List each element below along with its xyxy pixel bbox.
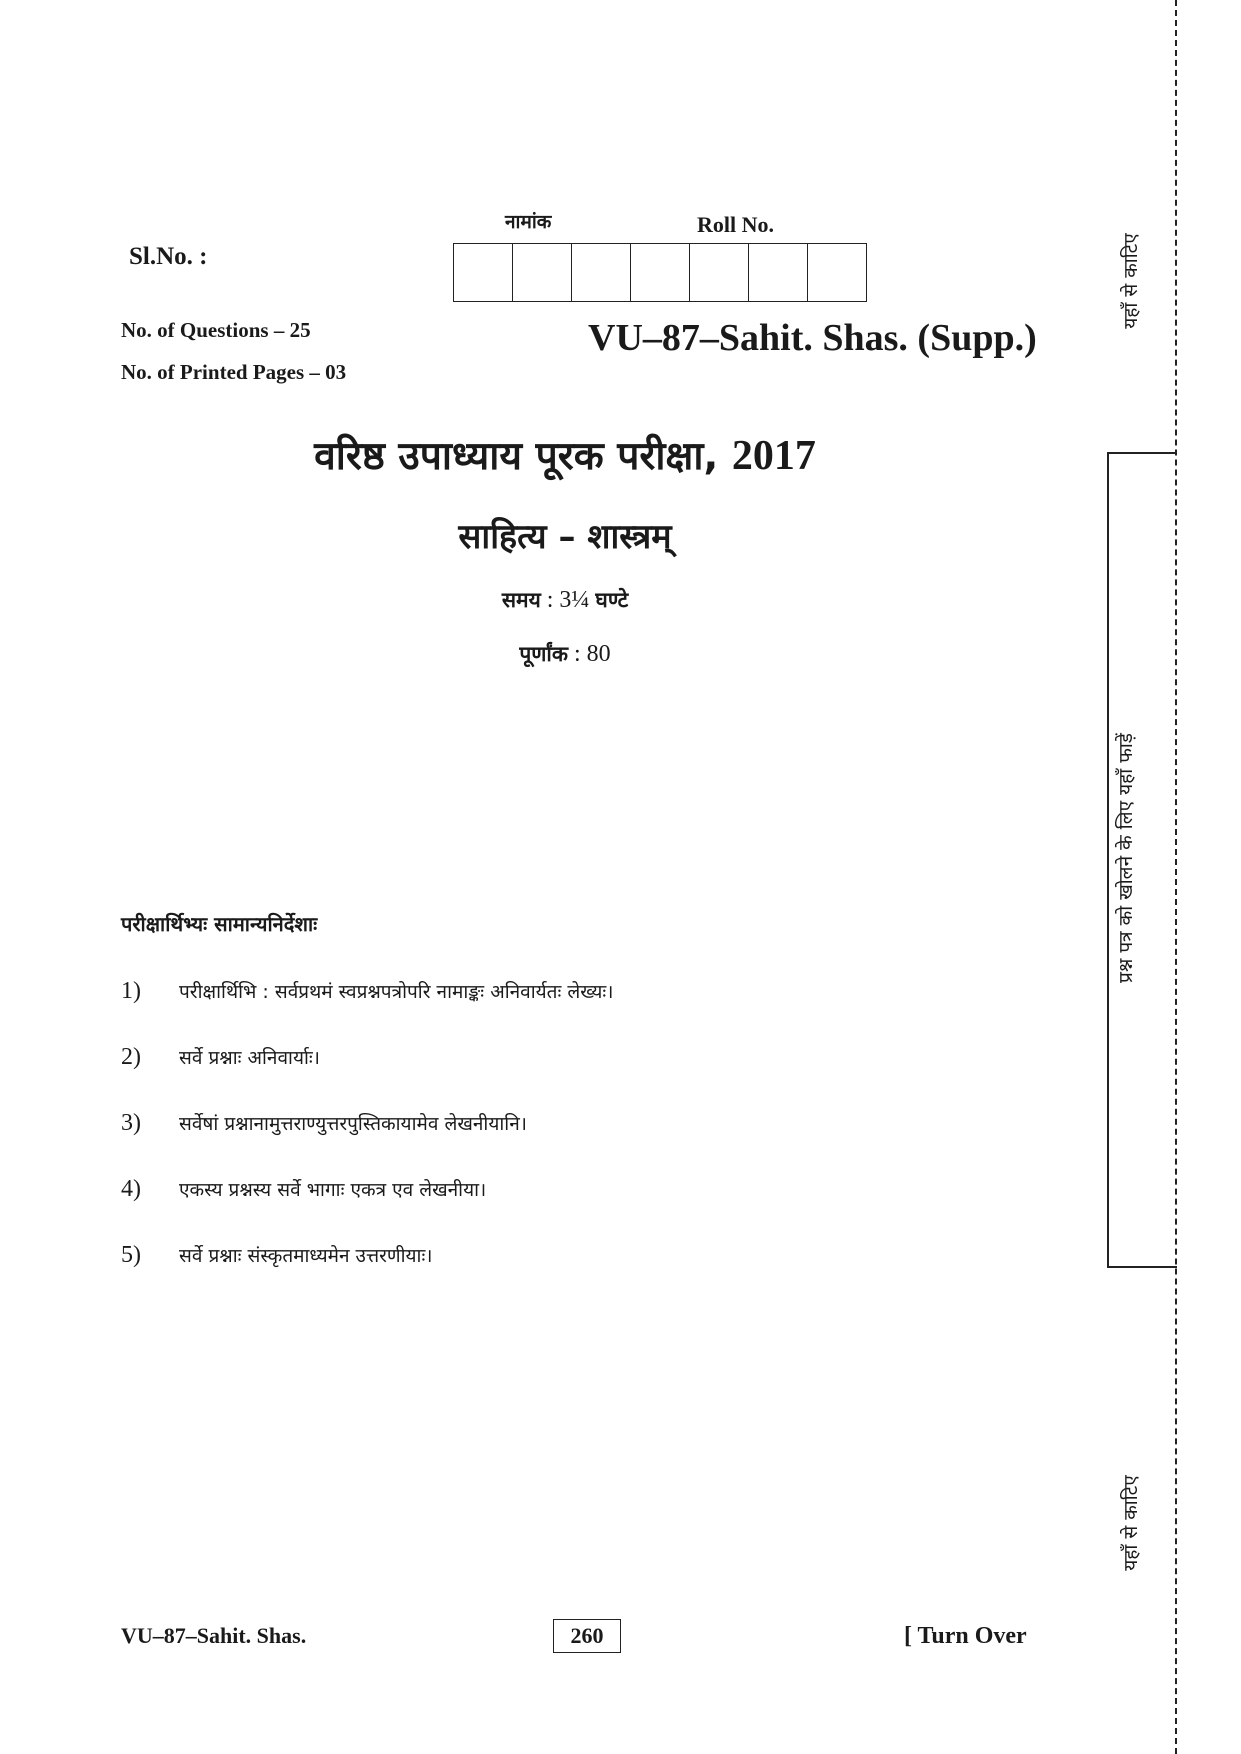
exam-time: [0, 586, 1130, 614]
namank-label: नामांक: [505, 211, 552, 233]
paper-code: VU–87–Sahit. Shas. (Supp.): [588, 317, 1037, 359]
roll-digit-box: [690, 243, 749, 302]
page-number-box: 260: [553, 1619, 621, 1653]
footer-paper-code: VU–87–Sahit. Shas.: [121, 1623, 307, 1648]
instruction-item: [121, 978, 613, 1005]
sl-no-label: Sl.No. :: [129, 243, 208, 270]
exam-title: [0, 428, 1130, 481]
instruction-text: सर्वे प्रश्नाः अनिवार्याः।: [179, 1047, 320, 1069]
instruction-text: सर्वे प्रश्नाः संस्कृतमाध्यमेन उत्तरणीयाः।: [179, 1245, 433, 1267]
instruction-item: [121, 1110, 527, 1137]
instruction-item: [121, 1176, 486, 1203]
instruction-text: परीक्षार्थिभि : सर्वप्रथमं स्वप्रश्नपत्रोपरि नामाङ्कः अनिवार्यतः लेख्यः।: [179, 981, 614, 1003]
roll-no-label: Roll No.: [697, 212, 774, 237]
instructions-heading: परीक्षार्थिभ्यः सामान्यनिर्देशाः: [121, 912, 318, 936]
exam-year: 2017: [731, 433, 816, 479]
marks-label: पूर्णांक: [519, 642, 568, 666]
instruction-text: एकस्य प्रश्नस्य सर्वे भागाः एकत्र एव लेखनीया।: [179, 1179, 487, 1201]
instruction-number: 2): [121, 1044, 141, 1070]
instruction-text: सर्वेषां प्रश्नानामुत्तराण्युत्तरपुस्तिकायामेव लेखनीयानि।: [179, 1113, 527, 1135]
roll-digit-box: [572, 243, 631, 302]
roll-digit-box: [454, 243, 513, 302]
turn-over-label: [ Turn Over: [904, 1623, 1027, 1649]
roll-digit-box: [749, 243, 808, 302]
exam-name: वरिष्ठ उपाध्याय पूरक परीक्षा,: [314, 434, 719, 479]
instruction-number: 5): [121, 1242, 141, 1268]
tear-here-label: प्रश्न पत्र को खोलने के लिए यहाँ फाड़ें: [1115, 733, 1137, 983]
cut-here-top-label: यहाँ से काटिए: [1120, 233, 1142, 329]
time-label: समय: [501, 588, 541, 612]
time-unit: घण्टे: [595, 588, 629, 612]
instruction-number: 3): [121, 1110, 141, 1136]
total-marks: [0, 640, 1130, 668]
roll-digit-box: [631, 243, 690, 302]
instruction-item: [121, 1242, 433, 1269]
time-value: : 3¼: [546, 587, 590, 613]
roll-number-boxes: [453, 243, 867, 302]
roll-digit-box: [808, 243, 867, 302]
marks-value: : 80: [574, 641, 611, 667]
subject-title: साहित्य – शास्त्रम्: [458, 517, 672, 557]
roll-digit-box: [513, 243, 572, 302]
num-questions: No. of Questions – 25: [121, 318, 311, 342]
instruction-item: [121, 1044, 320, 1071]
num-printed-pages: No. of Printed Pages – 03: [121, 360, 347, 384]
instruction-number: 1): [121, 978, 141, 1004]
instruction-number: 4): [121, 1176, 141, 1202]
cut-here-bottom-label: यहाँ से काटिए: [1120, 1475, 1142, 1571]
